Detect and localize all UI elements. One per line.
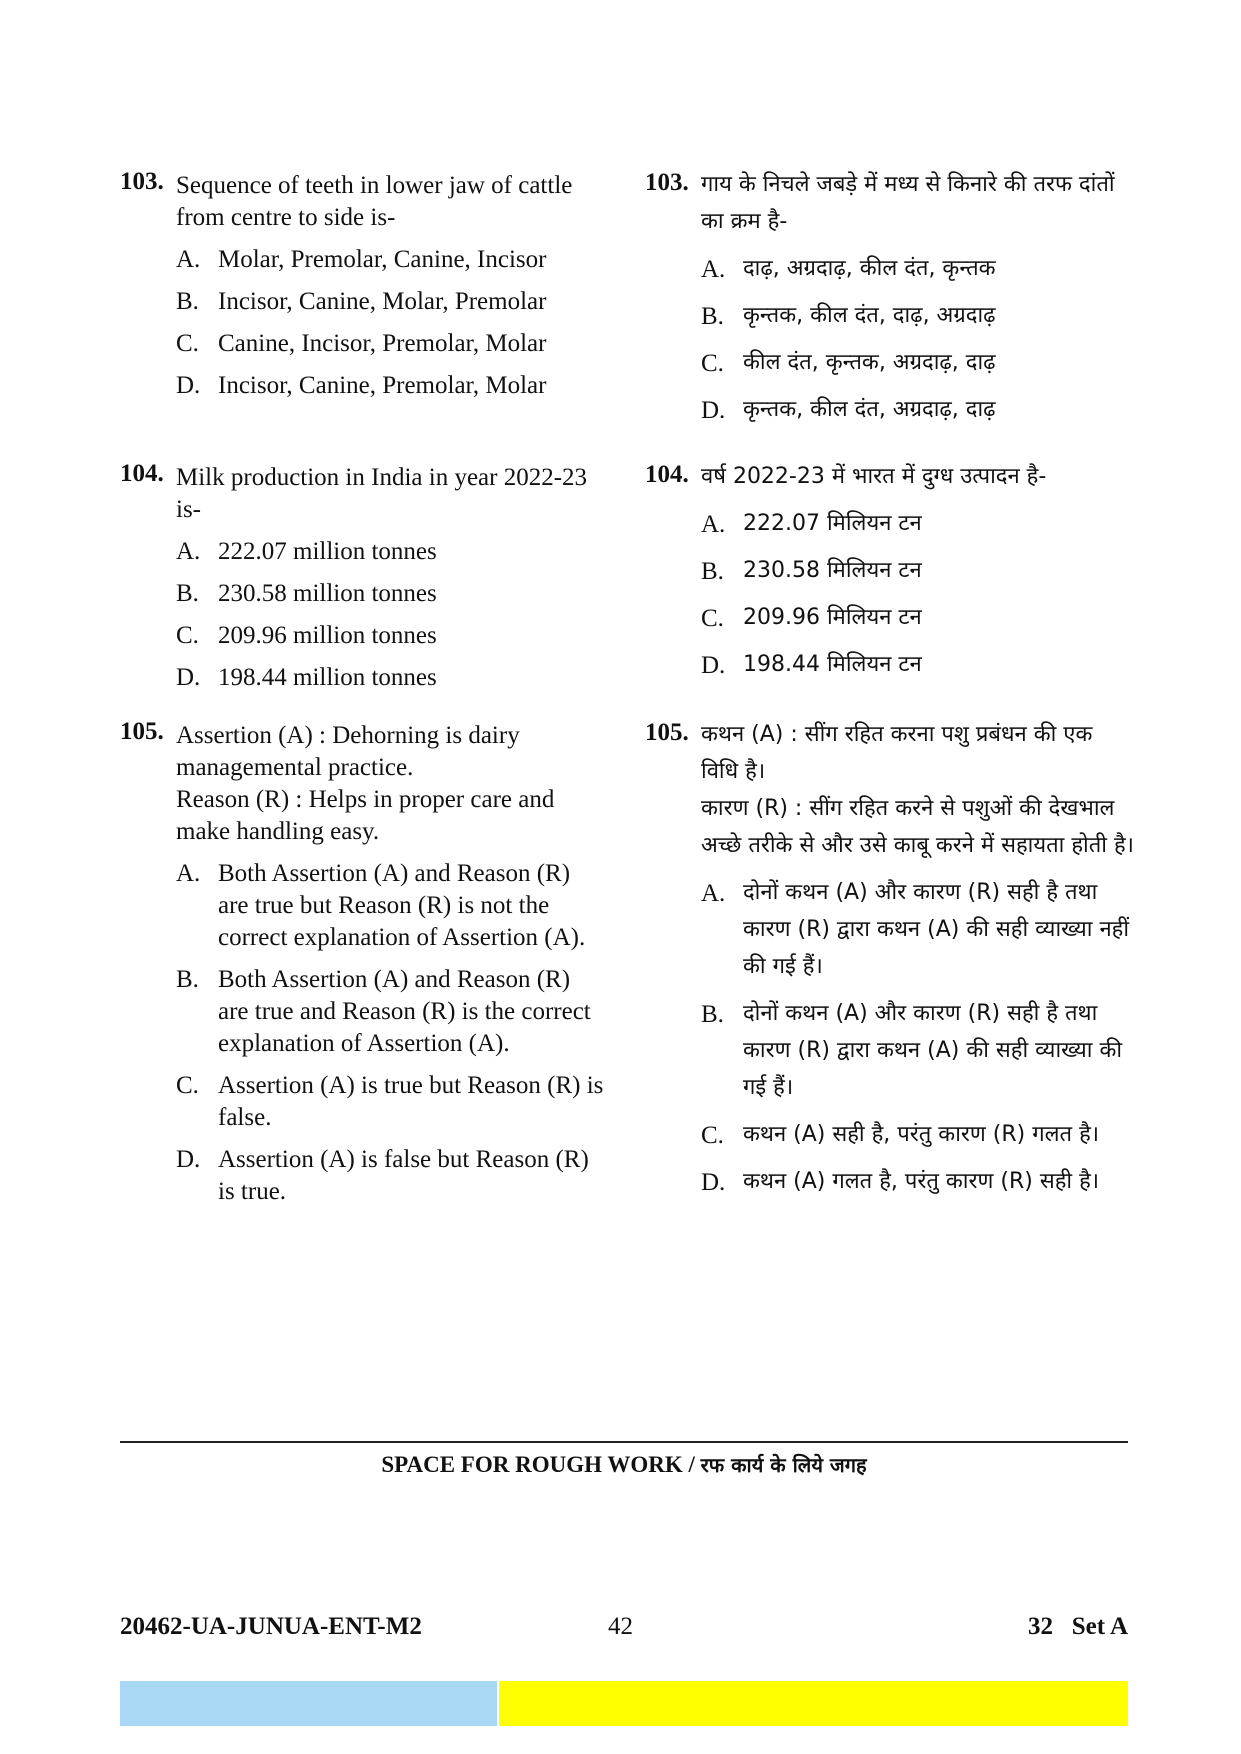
color-bar-yellow (499, 1681, 1128, 1726)
option-letter: D. (701, 397, 726, 424)
option-text: कृन्तक, कील दंत, अग्रदाढ़, दाढ़ (743, 397, 996, 422)
option-text: 230.58 मिलियन टन (743, 558, 922, 583)
assertion-text: Assertion (A) : Dehorning is dairy managemental practice. (176, 722, 520, 781)
question-head (645, 458, 1135, 495)
option-text: 198.44 million tonnes (218, 664, 437, 691)
set-label: 32 Set A (1028, 1613, 1128, 1640)
question-text: गाय के निचले जबड़े में मध्य से किनारे की तरफ दांतों का क्रम है- (701, 172, 1115, 234)
question-number: 104. (645, 461, 689, 488)
question-text: वर्ष 2022-23 में भारत में दुग्ध उत्पादन है- (701, 464, 1047, 489)
option-letter: A. (701, 511, 726, 538)
option-letter: B. (701, 303, 724, 330)
option-list (120, 244, 605, 402)
option-b (120, 964, 605, 1060)
option-text: Molar, Premolar, Canine, Incisor (218, 246, 547, 273)
option-d (645, 391, 1135, 428)
question-head (120, 720, 605, 848)
assertion-text: कथन (A) : सींग रहित करना पशु प्रबंधन की एक विधि है। (701, 722, 1093, 784)
option-letter: C. (176, 330, 199, 357)
option-list (120, 536, 605, 694)
option-d (645, 1163, 1135, 1200)
option-letter: C. (701, 605, 724, 632)
question-head (120, 462, 605, 526)
option-text: कृन्तक, कील दंत, दाढ़, अग्रदाढ़ (743, 303, 996, 328)
question-number: 103. (645, 169, 689, 196)
option-text: Incisor, Canine, Premolar, Molar (218, 372, 547, 399)
option-letter: B. (176, 288, 199, 315)
option-a (120, 536, 605, 568)
option-text: Both Assertion (A) and Reason (R) are true and Reason (R) is the correct explanation of Assertion (A). (218, 966, 591, 1057)
rough-work-english: SPACE FOR ROUGH WORK / (381, 1452, 701, 1477)
question-head (120, 170, 605, 234)
option-letter: D. (701, 1169, 726, 1196)
question-104-en (120, 462, 605, 694)
option-text: 230.58 million tonnes (218, 580, 437, 607)
option-letter: C. (701, 350, 724, 377)
option-letter: A. (176, 860, 201, 887)
option-text: कथन (A) सही है, परंतु कारण (R) गलत है। (743, 1122, 1100, 1147)
option-letter: D. (176, 1146, 201, 1173)
question-105-hi (645, 716, 1135, 1200)
question-text: Sequence of teeth in lower jaw of cattle from centre to side is- (176, 172, 573, 231)
option-letter: D. (176, 664, 201, 691)
option-b (645, 552, 1135, 589)
question-number: 104. (120, 460, 164, 487)
option-text: 209.96 मिलियन टन (743, 605, 922, 630)
option-list (645, 505, 1135, 683)
question-number: 103. (120, 168, 164, 195)
option-list (645, 250, 1135, 428)
option-letter: D. (701, 652, 726, 679)
option-text: 222.07 million tonnes (218, 538, 437, 565)
option-c (645, 1116, 1135, 1153)
option-text: दोनों कथन (A) और कारण (R) सही है तथा कारण (R) द्वारा कथन (A) की सही व्याख्या नहीं की गई हैं। (743, 880, 1130, 979)
option-b (120, 286, 605, 318)
option-letter: C. (176, 622, 199, 649)
question-head (645, 166, 1135, 240)
color-bar-blue (120, 1681, 497, 1726)
option-text: 222.07 मिलियन टन (743, 511, 922, 536)
option-letter: A. (176, 246, 201, 273)
page-number: 42 (608, 1613, 633, 1640)
question-number: 105. (120, 718, 164, 745)
option-a (120, 858, 605, 954)
option-text: Assertion (A) is true but Reason (R) is false. (218, 1072, 604, 1131)
option-text: Assertion (A) is false but Reason (R) is true. (218, 1146, 589, 1205)
question-text: Milk production in India in year 2022-23 is- (176, 464, 588, 523)
option-letter: D. (176, 372, 201, 399)
option-letter: B. (176, 966, 199, 993)
option-b (645, 995, 1135, 1106)
option-letter: B. (701, 1001, 724, 1028)
question-head (645, 716, 1135, 864)
rough-work-heading (120, 1451, 1128, 1478)
option-text: 209.96 million tonnes (218, 622, 437, 649)
divider-line (120, 1441, 1128, 1443)
question-104-hi (645, 458, 1135, 683)
option-list (120, 858, 605, 1208)
option-a (645, 874, 1135, 985)
option-letter: C. (176, 1072, 199, 1099)
option-text: Incisor, Canine, Molar, Premolar (218, 288, 547, 315)
option-text: दोनों कथन (A) और कारण (R) सही है तथा कारण (R) द्वारा कथन (A) की सही व्याख्या की गई हैं। (743, 1001, 1123, 1100)
option-b (120, 578, 605, 610)
option-text: Canine, Incisor, Premolar, Molar (218, 330, 547, 357)
option-c (120, 620, 605, 652)
option-list (645, 874, 1135, 1200)
option-a (645, 505, 1135, 542)
option-letter: A. (701, 880, 726, 907)
option-d (120, 370, 605, 402)
option-c (120, 328, 605, 360)
reason-text: Reason (R) : Helps in proper care and make handling easy. (176, 786, 555, 845)
booklet-code: 20462-UA-JUNUA-ENT-M2 (120, 1613, 422, 1640)
option-c (120, 1070, 605, 1134)
option-b (645, 297, 1135, 334)
option-text: दाढ़, अग्रदाढ़, कील दंत, कृन्तक (743, 256, 996, 281)
option-text: कथन (A) गलत है, परंतु कारण (R) सही है। (743, 1169, 1100, 1194)
question-103-hi (645, 166, 1135, 428)
option-letter: A. (701, 256, 726, 283)
option-a (645, 250, 1135, 287)
option-c (645, 599, 1135, 636)
option-d (645, 646, 1135, 683)
option-a (120, 244, 605, 276)
option-letter: C. (701, 1122, 724, 1149)
option-letter: B. (701, 558, 724, 585)
question-103-en (120, 170, 605, 402)
reason-text: कारण (R) : सींग रहित करने से पशुओं की देखभाल अच्छे तरीके से और उसे काबू करने में सहायता होती है। (701, 796, 1134, 858)
option-letter: B. (176, 580, 199, 607)
option-c (645, 344, 1135, 381)
option-d (120, 1144, 605, 1208)
rough-work-hindi: रफ कार्य के लिये जगह (700, 1453, 867, 1477)
question-105-en (120, 720, 605, 1208)
option-text: Both Assertion (A) and Reason (R) are true but Reason (R) is not the correct explanation of Assertion (A). (218, 860, 586, 951)
option-text: 198.44 मिलियन टन (743, 652, 922, 677)
option-letter: A. (176, 538, 201, 565)
option-text: कील दंत, कृन्तक, अग्रदाढ़, दाढ़ (743, 350, 996, 375)
question-number: 105. (645, 719, 689, 746)
option-d (120, 662, 605, 694)
